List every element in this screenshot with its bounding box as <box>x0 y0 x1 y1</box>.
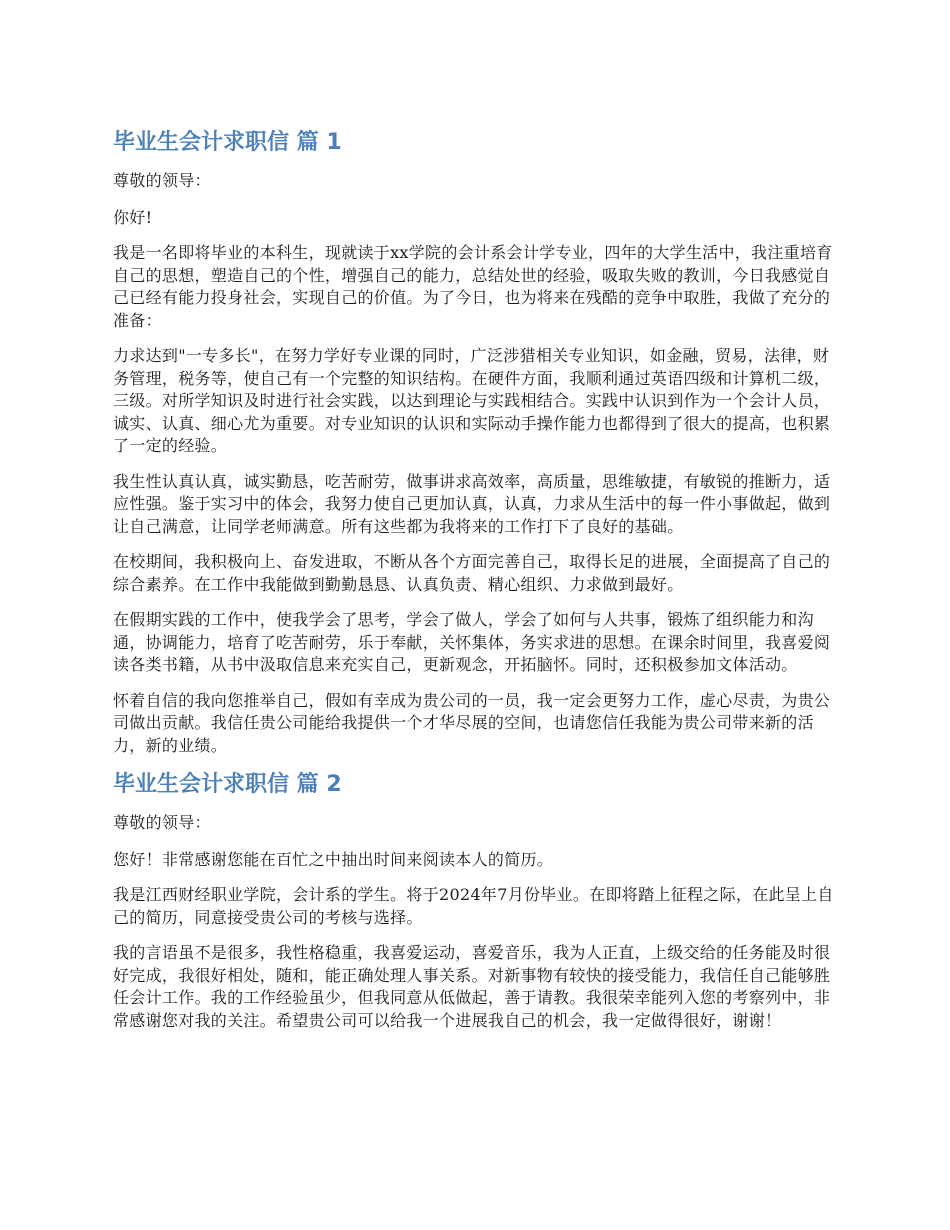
greeting: 您好！非常感谢您能在百忙之中抽出时间来阅读本人的简历。 <box>113 849 554 869</box>
paragraph: 力求达到"一专多长"，在努力学好专业课的同时，广泛涉猎相关专业知识，如金融，贸易，法律，财务管理，税务等，使自己有一个完整的知识结构。在硬件方面，我顺利通过英语四级和计算机二级，三级。对所学知识及时进行社会实践，以达到理论与实践相结合。实践中认识到作为一个会计人员，诚实、认真、细心尤为重要。对专业知识的认识和实际动手操作能力也都得到了很大的提高，也积累了一定的经验。 <box>113 346 831 455</box>
paragraph: 我是一名即将毕业的本科生，现就读于xx学院的会计系会计学专业，四年的大学生活中，我注重培育自己的思想，塑造自己的个性，增强自己的能力，总结处世的经验，吸取失败的教训，今日我感觉自己已经有能力投身社会，实现自己的价值。为了今日，也为将来在残酷的竞争中取胜，我做了充分的准备： <box>113 243 833 330</box>
paragraph: 在假期实践的工作中，使我学会了思考，学会了做人，学会了如何与人共事，锻炼了组织能力和沟通，协调能力，培育了吃苦耐劳，乐于奉献，关怀集体，务实求进的思想。在课余时间里，我喜爱阅读各类书籍，从书中汲取信息来充实自己，更新观念，开拓脑怀。同时，还积极参加文体活动。 <box>113 610 831 674</box>
section-title: 毕业生会计求职信 篇 2 <box>113 772 342 797</box>
salutation: 尊敬的领导： <box>113 813 211 832</box>
paragraph: 我的言语虽不是很多，我性格稳重，我喜爱运动，喜爱音乐，我为人正直，上级交给的任务能及时很好完成，我很好相处，随和，能正确处理人事关系。对新事物有较快的接受能力，我信任自己能够胜任会计工作。我的工作经验虽少，但我同意从低做起，善于请教。我很荣幸能列入您的考察列中，非常感谢您对我的关注。希望贵公司可以给我一个进展我自己的机会，我一定做得很好，谢谢！ <box>113 943 831 1030</box>
salutation: 尊敬的领导： <box>113 171 211 190</box>
greeting: 你好! <box>113 207 153 227</box>
paragraph: 怀着自信的我向您推举自己，假如有幸成为贵公司的一员，我一定会更努力工作，虚心尽责，为贵公司做出贡献。我信任贵公司能给我提供一个才华尽展的空间，也请您信任我能为贵公司带来新的活力，新的业绩。 <box>113 690 831 755</box>
section-title: 毕业生会计求职信 篇 1 <box>113 130 342 155</box>
paragraph: 我生性认真认真，诚实勤恳，吃苦耐劳，做事讲求高效率，高质量，思维敏捷，有敏锐的推断力，适应性强。鉴于实习中的体会，我努力使自己更加认真，认真，力求从生活中的每一件小事做起，做到让自己满意，让同学老师满意。所有这些都为我将来的工作打下了良好的基础。 <box>113 471 831 536</box>
paragraph: 我是江西财经职业学院，会计系的学生。将于2024年7月份毕业。在即将踏上征程之际，在此呈上自己的简历，同意接受贵公司的考核与选择。 <box>113 885 834 927</box>
section-2 <box>113 770 840 1032</box>
section-1 <box>113 128 840 757</box>
document-page <box>113 128 840 1045</box>
paragraph: 在校期间，我积极向上、奋发进取，不断从各个方面完善自己，取得长足的进展，全面提高了自己的综合素养。在工作中我能做到勤勤恳恳、认真负责、精心组织、力求做到最好。 <box>113 552 831 594</box>
